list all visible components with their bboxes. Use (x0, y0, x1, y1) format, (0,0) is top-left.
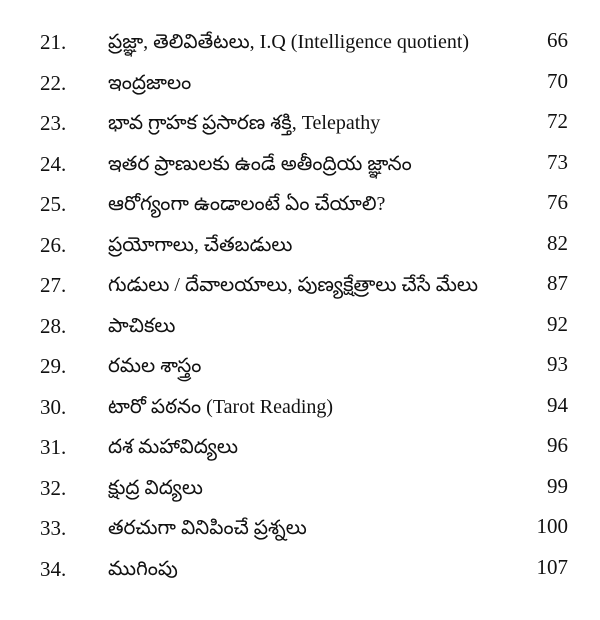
entry-number: 29. (40, 354, 67, 378)
entry-page-number: 87 (547, 271, 568, 295)
toc-entry (0, 184, 600, 225)
entry-title: టారో పఠనం (Tarot Reading) (108, 395, 334, 418)
table-of-contents (0, 22, 600, 589)
entry-title: తరచుగా వినిపించే ప్రశ్నలు (108, 517, 307, 539)
entry-number: 34. (40, 556, 67, 581)
toc-entry (0, 306, 600, 347)
toc-entry (0, 468, 600, 509)
entry-title: పాచికలు (108, 314, 176, 337)
entry-title: ఇతర ప్రాణులకు ఉండే అతీంద్రియ జ్ఞానం (108, 152, 412, 175)
entry-title: క్షుద్ర విద్యలు (108, 476, 203, 499)
entry-number: 32. (40, 475, 67, 500)
entry-title: దశ మహావిద్యలు (108, 436, 238, 458)
entry-number: 22. (40, 70, 67, 95)
entry-page-number: 72 (547, 109, 568, 133)
toc-entry (0, 22, 600, 63)
entry-number: 30. (40, 394, 67, 419)
entry-page-number: 82 (547, 230, 568, 255)
entry-page-number: 107 (536, 554, 568, 579)
entry-page-number: 66 (547, 28, 568, 52)
toc-entry (0, 387, 600, 428)
entry-number: 26. (40, 232, 67, 257)
entry-number: 25. (40, 192, 67, 216)
entry-page-number: 99 (547, 473, 568, 498)
entry-number: 33. (40, 516, 67, 540)
toc-entry (0, 103, 600, 144)
entry-title: ప్రయోగాలు, చేతబడులు (108, 233, 293, 256)
entry-title: ఆరోగ్యంగా ఉండాలంటే ఏం చేయాలి? (108, 193, 386, 215)
entry-page-number: 93 (547, 352, 568, 376)
entry-page-number: 73 (547, 149, 568, 174)
entry-title: ముగింపు (108, 557, 178, 580)
toc-entry (0, 549, 600, 590)
entry-page-number: 100 (536, 514, 568, 538)
toc-entry (0, 144, 600, 185)
toc-entry (0, 427, 600, 468)
entry-number: 28. (40, 313, 67, 338)
entry-number: 27. (40, 273, 67, 297)
toc-entry (0, 508, 600, 549)
entry-number: 24. (40, 151, 67, 176)
entry-title: భావ గ్రాహక ప్రసారణ శక్తి, Telepathy (108, 112, 381, 134)
entry-number: 23. (40, 111, 67, 135)
toc-entry (0, 225, 600, 266)
entry-page-number: 70 (547, 68, 568, 93)
entry-page-number: 76 (547, 190, 568, 214)
entry-title: ప్రజ్ఞా, తెలివితేటలు, I.Q (Intelligence quotient) (108, 31, 470, 53)
entry-title: రమల శాస్త్రం (108, 355, 202, 377)
toc-entry (0, 265, 600, 306)
entry-title: ఇంద్రజాలం (108, 71, 192, 94)
entry-page-number: 96 (547, 433, 568, 457)
entry-number: 31. (40, 435, 67, 459)
toc-entry (0, 346, 600, 387)
entry-title: గుడులు / దేవాలయాలు, పుణ్యక్షేత్రాలు చేసే మేలు (108, 274, 478, 296)
entry-number: 21. (40, 30, 67, 54)
entry-page-number: 94 (547, 392, 568, 417)
entry-page-number: 92 (547, 311, 568, 336)
toc-entry (0, 63, 600, 104)
